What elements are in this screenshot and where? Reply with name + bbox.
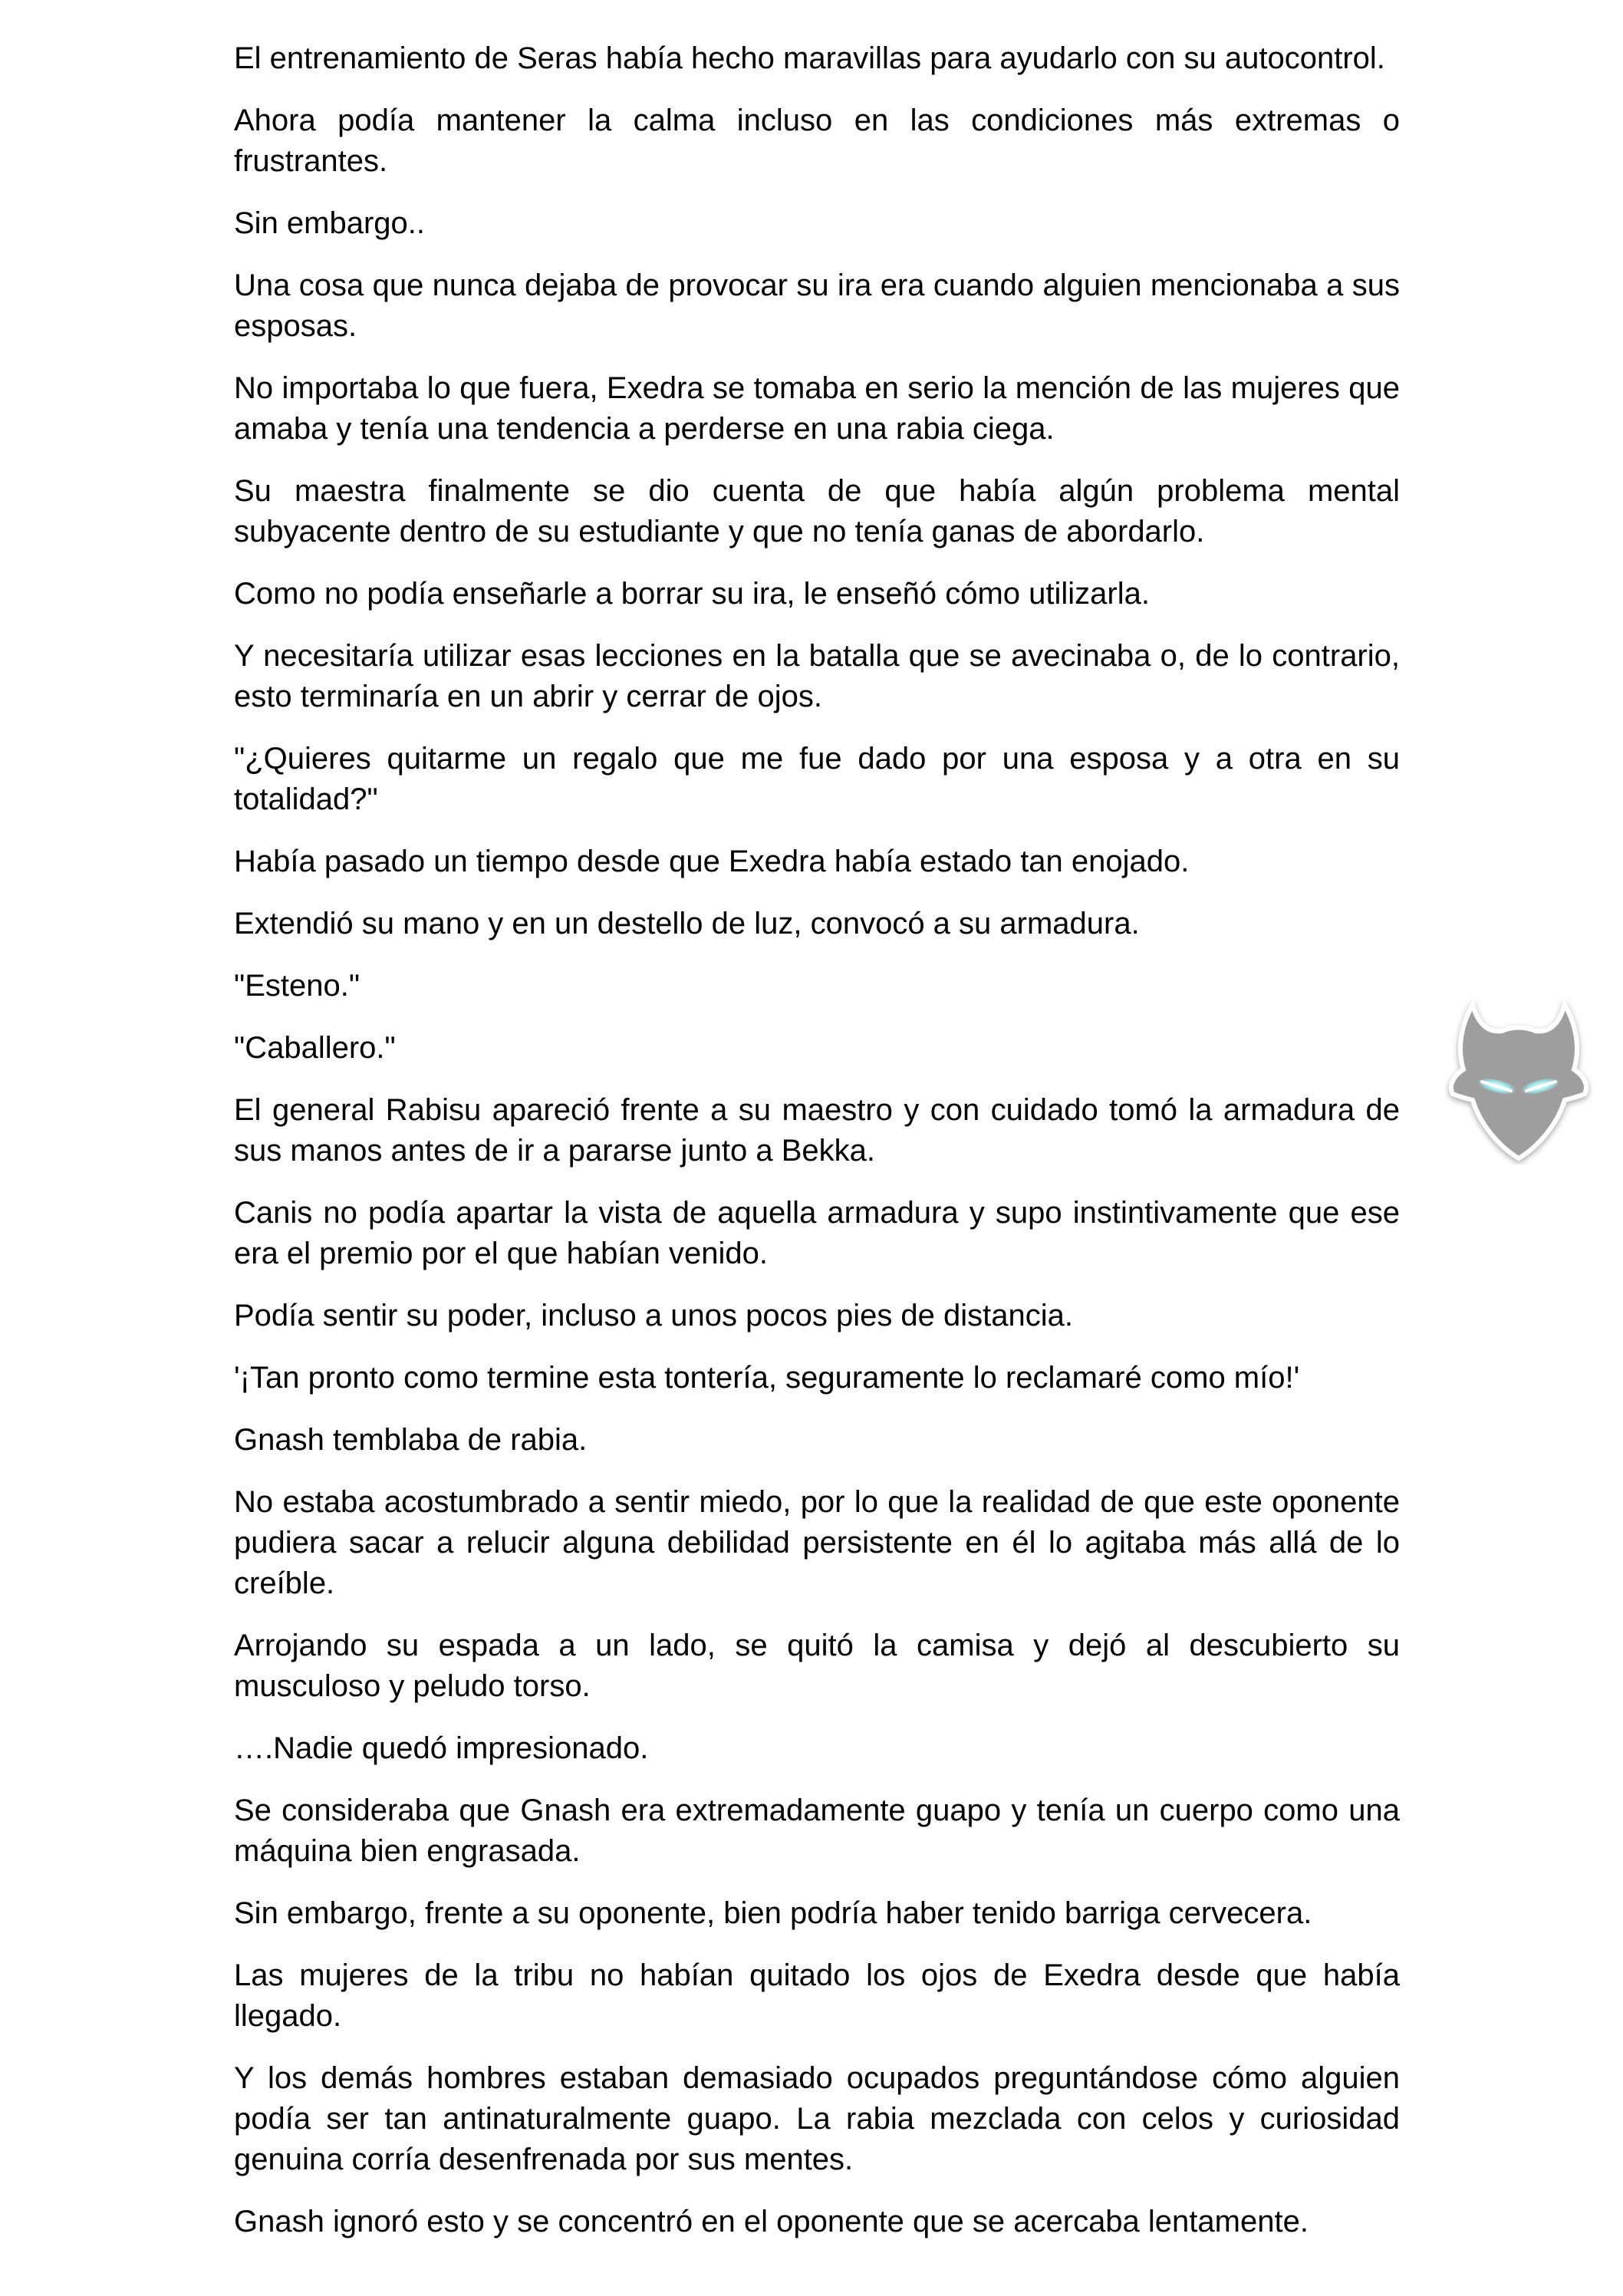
paragraph: Una cosa que nunca dejaba de provocar su ira era cuando alguien mencionaba a sus esposas. — [234, 268, 1400, 343]
paragraph: Y los demás hombres estaban demasiado ocupados preguntándose cómo alguien podía ser tan antinaturalmente guapo. La rabia mezclada con celos y curiosidad genuina corría desenfrenada por sus mentes. — [234, 2061, 1400, 2176]
paragraph: No importaba lo que fuera, Exedra se tomaba en serio la mención de las mujeres que amaba y tenía una tendencia a perderse en una rabia ciega. — [234, 371, 1400, 446]
paragraph: Había pasado un tiempo desde que Exedra había estado tan enojado. — [234, 845, 1190, 878]
paragraph: "Esteno." — [234, 969, 360, 1003]
paragraph: "Caballero." — [234, 1031, 396, 1065]
paragraph: '¡Tan pronto como termine esta tontería, seguramente lo reclamaré como mío!' — [234, 1361, 1300, 1395]
paragraph: Sin embargo, frente a su oponente, bien podría haber tenido barriga cervecera. — [234, 1896, 1312, 1930]
paragraph: No estaba acostumbrado a sentir miedo, por lo que la realidad de que este oponente pudiera sacar a relucir alguna debilidad persistente en él lo agitaba más allá de lo creíble. — [234, 1485, 1400, 1600]
paragraph: Gnash ignoró esto y se concentró en el oponente que se acercaba lentamente. — [234, 2205, 1309, 2238]
paragraph: Extendió su mano y en un destello de luz, convocó a su armadura. — [234, 907, 1140, 940]
paragraph: ….Nadie quedó impresionado. — [234, 1731, 649, 1765]
document-body — [234, 38, 1400, 2264]
paragraph: Sin embargo.. — [234, 206, 426, 240]
paragraph: Gnash temblaba de rabia. — [234, 1423, 588, 1457]
paragraph: Su maestra finalmente se dio cuenta de que había algún problema mental subyacente dentro de su estudiante y que no tenía ganas de abordarlo. — [234, 474, 1400, 548]
paragraph: "¿Quieres quitarme un regalo que me fue dado por una esposa y a otra en su totalidad?" — [234, 742, 1400, 816]
paragraph: Podía sentir su poder, incluso a unos pocos pies de distancia. — [234, 1299, 1074, 1332]
paragraph: Se consideraba que Gnash era extremadamente guapo y tenía un cuerpo como una máquina bien engrasada. — [234, 1794, 1400, 1868]
paragraph: Como no podía enseñarle a borrar su ira, le enseñó cómo utilizarla. — [234, 577, 1150, 611]
paragraph: El entrenamiento de Seras había hecho maravillas para ayudarlo con su autocontrol. — [234, 41, 1385, 75]
paragraph: Las mujeres de la tribu no habían quitado los ojos de Exedra desde que había llegado. — [234, 1958, 1400, 2033]
paragraph: Canis no podía apartar la vista de aquella armadura y supo instintivamente que ese era el premio por el que habían venido. — [234, 1196, 1400, 1270]
demon-head-icon — [1442, 996, 1595, 1164]
paragraph: El general Rabisu apareció frente a su maestro y con cuidado tomó la armadura de sus manos antes de ir a pararse junto a Bekka. — [234, 1093, 1400, 1168]
paragraph: Ahora podía mantener la calma incluso en las condiciones más extremas o frustrantes. — [234, 104, 1400, 178]
paragraph: Arrojando su espada a un lado, se quitó la camisa y dejó al descubierto su musculoso y peludo torso. — [234, 1629, 1400, 1703]
paragraph: Y necesitaría utilizar esas lecciones en la batalla que se avecinaba o, de lo contrario, esto terminaría en un abrir y cerrar de ojos. — [234, 639, 1400, 713]
